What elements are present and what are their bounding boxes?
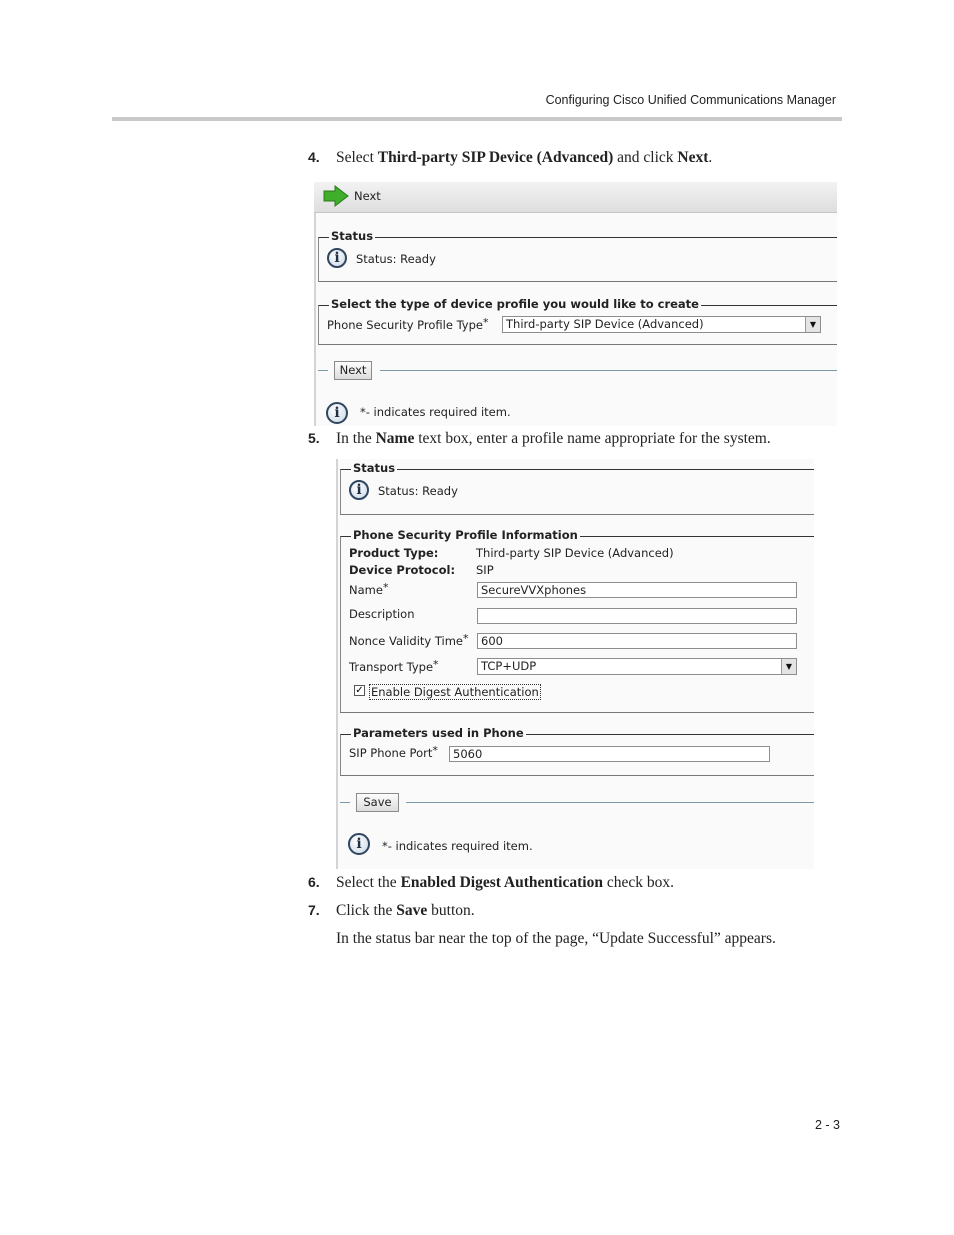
description-input[interactable] [477, 608, 797, 624]
transport-type-select[interactable]: TCP+UDP ▼ [477, 658, 797, 675]
screenshot-device-type [314, 182, 837, 426]
enable-digest-checkbox[interactable] [354, 685, 365, 696]
status-text: Status: Ready [378, 484, 458, 498]
step-text: Select the Enabled Digest Authentication check box. [336, 874, 674, 891]
transport-type-label: Transport Type* [349, 658, 439, 674]
device-protocol-label: Device Protocol: [349, 563, 456, 577]
step-text: Click the Save button. [336, 902, 475, 919]
device-type-legend: Select the type of device profile you would like to create [331, 297, 699, 311]
profile-info-legend: Phone Security Profile Information [353, 528, 578, 542]
toolbar [314, 182, 837, 213]
name-label: Name* [349, 581, 389, 597]
step-number: 7. [308, 902, 320, 918]
device-protocol-value: SIP [476, 563, 494, 577]
step-7-note: In the status bar near the top of the page, “Update Successful” appears. [336, 930, 776, 947]
running-header: Configuring Cisco Unified Communications Manager [545, 93, 836, 107]
status-legend: Status [331, 229, 374, 243]
step-number: 4. [308, 149, 320, 165]
product-type-label: Product Type: [349, 546, 439, 560]
screenshot-profile-info [336, 459, 814, 869]
required-note: *- indicates required item. [382, 839, 533, 853]
info-icon: i [326, 402, 348, 424]
step-number: 5. [308, 430, 320, 446]
nonce-validity-label: Nonce Validity Time* [349, 632, 469, 648]
sip-phone-port-label: SIP Phone Port* [349, 744, 438, 760]
next-arrow-icon[interactable] [323, 185, 349, 207]
name-input[interactable]: SecureVVXphones [477, 582, 797, 598]
nonce-validity-input[interactable]: 600 [477, 633, 797, 649]
description-label: Description [349, 607, 415, 621]
header-rule [112, 117, 842, 121]
info-icon: i [349, 480, 369, 500]
chevron-down-icon[interactable]: ▼ [805, 317, 820, 332]
info-icon: i [348, 833, 370, 855]
toolbar-next-label[interactable]: Next [354, 189, 381, 203]
step-text: In the Name text box, enter a profile name appropriate for the system. [336, 430, 771, 447]
next-button[interactable]: Next [334, 361, 372, 380]
page-number: 2 - 3 [814, 1118, 840, 1132]
required-note: *- indicates required item. [360, 405, 511, 419]
device-type-fieldset [318, 297, 837, 345]
status-legend: Status [353, 461, 396, 475]
step-number: 6. [308, 874, 320, 890]
status-fieldset [318, 229, 837, 282]
type-label: Phone Security Profile Type* [327, 316, 489, 332]
enable-digest-label[interactable]: Enable Digest Authentication [371, 685, 539, 699]
phone-security-profile-type-select[interactable]: Third-party SIP Device (Advanced) ▼ [502, 316, 821, 333]
parameters-legend: Parameters used in Phone [353, 726, 524, 740]
parameters-fieldset [340, 726, 814, 776]
info-icon: i [327, 248, 347, 268]
product-type-value: Third-party SIP Device (Advanced) [476, 546, 674, 560]
status-text: Status: Ready [356, 252, 436, 266]
status-fieldset [340, 461, 814, 515]
save-button[interactable]: Save [356, 793, 399, 812]
step-text: Select Third-party SIP Device (Advanced) and click Next. [336, 149, 713, 166]
profile-info-fieldset [340, 528, 814, 713]
checkmark-icon: ✓ [355, 685, 364, 696]
sip-phone-port-input[interactable]: 5060 [449, 746, 770, 762]
chevron-down-icon[interactable]: ▼ [781, 659, 796, 674]
